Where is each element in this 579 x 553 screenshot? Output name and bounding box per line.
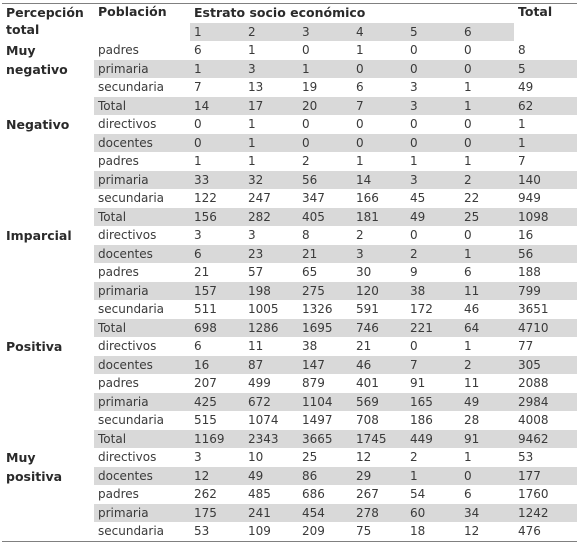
estrato-6-cell: 28 xyxy=(464,413,480,428)
estrato-4-cell: 1 xyxy=(356,154,364,169)
poblacion-cell: padres xyxy=(98,265,139,280)
estrato-5-cell: 91 xyxy=(410,376,426,391)
total-cell: 7 xyxy=(518,154,526,169)
poblacion-cell: padres xyxy=(98,376,139,391)
group-label: Negativo xyxy=(6,117,70,132)
estrato-3-cell: 20 xyxy=(298,97,352,116)
total-cell: 9462 xyxy=(514,430,577,449)
estrato-5-cell: 221 xyxy=(406,319,460,338)
estrato-5-cell: 2 xyxy=(406,245,460,264)
estrato-4-cell: 14 xyxy=(352,171,406,190)
estrato-5-cell: 172 xyxy=(410,302,433,317)
estrato-4-cell: 0 xyxy=(356,117,364,132)
estrato-5-cell: 165 xyxy=(406,393,460,412)
estrato-3-cell: 686 xyxy=(302,487,325,502)
table-row xyxy=(2,448,577,467)
estrato-6-cell: 1 xyxy=(464,80,472,95)
poblacion-cell: primaria xyxy=(94,393,190,412)
estrato-4-cell: 569 xyxy=(352,393,406,412)
estrato-2-cell: 247 xyxy=(248,191,271,206)
estrato-6-cell: 11 xyxy=(464,376,480,391)
estrato-4-cell: 29 xyxy=(352,467,406,486)
estrato-5-cell: 9 xyxy=(410,265,418,280)
group-label: Muy negativo xyxy=(6,43,68,77)
total-cell: 1 xyxy=(518,117,526,132)
estrato-4-cell: 1 xyxy=(356,43,364,58)
estrato-1-cell: 1 xyxy=(190,60,244,79)
total-cell: 62 xyxy=(514,97,577,116)
total-cell: 177 xyxy=(514,467,577,486)
estrato-1-cell: 7 xyxy=(194,80,202,95)
poblacion-cell: secundaria xyxy=(98,302,165,317)
estrato-3-cell: 19 xyxy=(302,80,318,95)
estrato-4-cell: 401 xyxy=(356,376,379,391)
total-cell: 305 xyxy=(514,356,577,375)
estrato-5-cell: 3 xyxy=(410,80,418,95)
header-percepcion: Percepción total xyxy=(2,4,94,42)
estrato-1-cell: 6 xyxy=(194,339,202,354)
estrato-3-cell: 147 xyxy=(298,356,352,375)
estrato-4-cell: 267 xyxy=(356,487,379,502)
estrato-6-cell: 25 xyxy=(460,208,514,227)
estrato-3-cell: 1326 xyxy=(302,302,333,317)
estrato-2-cell: 1005 xyxy=(248,302,279,317)
estrato-2-cell: 109 xyxy=(244,522,298,541)
poblacion-cell: secundaria xyxy=(98,413,165,428)
estrato-3-cell: 21 xyxy=(298,245,352,264)
estrato-4-cell: 3 xyxy=(352,245,406,264)
estrato-2-cell: 3 xyxy=(248,228,256,243)
estrato-label: 3 xyxy=(298,23,352,42)
total-cell: 56 xyxy=(514,245,577,264)
estrato-3-cell: 879 xyxy=(302,376,325,391)
estrato-5-cell: 0 xyxy=(410,339,418,354)
table-body xyxy=(2,41,577,541)
estrato-1-cell: 21 xyxy=(194,265,210,280)
total-cell: 53 xyxy=(518,450,534,465)
poblacion-cell: secundaria xyxy=(94,522,190,541)
estrato-4-cell: 708 xyxy=(356,413,379,428)
total-cell: 799 xyxy=(514,282,577,301)
estrato-6-cell: 6 xyxy=(464,487,472,502)
estrato-6-cell: 6 xyxy=(464,265,472,280)
estrato-1-cell: 425 xyxy=(190,393,244,412)
poblacion-cell: directivos xyxy=(98,450,157,465)
estrato-4-cell: 1745 xyxy=(352,430,406,449)
header-estrato: Estrato socio económico xyxy=(190,4,514,23)
total-cell: 2088 xyxy=(518,376,549,391)
estrato-3-cell: 3665 xyxy=(298,430,352,449)
estrato-3-cell: 8 xyxy=(302,228,310,243)
estrato-3-cell: 347 xyxy=(302,191,325,206)
total-cell: 8 xyxy=(518,43,526,58)
total-cell: 1242 xyxy=(514,504,577,523)
estrato-2-cell: 672 xyxy=(244,393,298,412)
poblacion-cell: Total xyxy=(94,97,190,116)
poblacion-cell: directivos xyxy=(98,117,157,132)
estrato-1-cell: 3 xyxy=(194,228,202,243)
estrato-5-cell: 1 xyxy=(406,467,460,486)
estrato-1-cell: 207 xyxy=(194,376,217,391)
poblacion-cell: primaria xyxy=(94,282,190,301)
poblacion-cell: docentes xyxy=(94,134,190,153)
estrato-4-cell: 21 xyxy=(356,339,372,354)
total-cell: 1 xyxy=(514,134,577,153)
group-label: Positiva xyxy=(6,339,63,354)
total-cell: 1760 xyxy=(518,487,549,502)
estrato-3-cell: 454 xyxy=(298,504,352,523)
estrato-2-cell: 1 xyxy=(248,43,256,58)
estrato-2-cell: 241 xyxy=(244,504,298,523)
estrato-label: 2 xyxy=(244,23,298,42)
total-cell: 77 xyxy=(518,339,534,354)
estrato-3-cell: 65 xyxy=(302,265,318,280)
estrato-3-cell: 1497 xyxy=(302,413,333,428)
percepcion-table xyxy=(2,3,577,542)
total-cell: 140 xyxy=(514,171,577,190)
estrato-3-cell: 25 xyxy=(302,450,318,465)
estrato-1-cell: 53 xyxy=(190,522,244,541)
estrato-4-cell: 12 xyxy=(356,450,372,465)
estrato-2-cell: 3 xyxy=(244,60,298,79)
estrato-2-cell: 87 xyxy=(244,356,298,375)
estrato-6-cell: 2 xyxy=(460,171,514,190)
estrato-4-cell: 181 xyxy=(352,208,406,227)
estrato-5-cell: 49 xyxy=(406,208,460,227)
estrato-1-cell: 14 xyxy=(190,97,244,116)
estrato-1-cell: 511 xyxy=(194,302,217,317)
estrato-1-cell: 0 xyxy=(194,117,202,132)
estrato-2-cell: 13 xyxy=(248,80,264,95)
subheader-blank xyxy=(514,23,577,42)
estrato-5-cell: 0 xyxy=(410,43,418,58)
estrato-1-cell: 262 xyxy=(194,487,217,502)
estrato-6-cell: 2 xyxy=(460,356,514,375)
estrato-1-cell: 156 xyxy=(190,208,244,227)
poblacion-cell: primaria xyxy=(94,504,190,523)
estrato-4-cell: 278 xyxy=(352,504,406,523)
poblacion-cell: padres xyxy=(98,43,139,58)
estrato-1-cell: 12 xyxy=(190,467,244,486)
estrato-6-cell: 1 xyxy=(464,450,472,465)
estrato-3-cell: 0 xyxy=(298,134,352,153)
estrato-3-cell: 0 xyxy=(302,43,310,58)
group-label: Muy positiva xyxy=(2,448,94,541)
total-cell: 4008 xyxy=(518,413,549,428)
estrato-4-cell: 30 xyxy=(356,265,372,280)
poblacion-cell: secundaria xyxy=(98,80,165,95)
header-row xyxy=(2,4,577,23)
estrato-3-cell: 0 xyxy=(302,117,310,132)
poblacion-cell: Total xyxy=(94,430,190,449)
estrato-4-cell: 6 xyxy=(356,80,364,95)
estrato-2-cell: 282 xyxy=(244,208,298,227)
estrato-4-cell: 2 xyxy=(356,228,364,243)
estrato-4-cell: 75 xyxy=(352,522,406,541)
poblacion-cell: Total xyxy=(94,208,190,227)
estrato-3-cell: 275 xyxy=(298,282,352,301)
estrato-3-cell: 1104 xyxy=(298,393,352,412)
estrato-3-cell: 209 xyxy=(298,522,352,541)
table-row xyxy=(2,41,577,60)
estrato-6-cell: 1 xyxy=(464,154,472,169)
estrato-6-cell: 0 xyxy=(460,60,514,79)
estrato-5-cell: 0 xyxy=(410,228,418,243)
estrato-2-cell: 499 xyxy=(248,376,271,391)
estrato-6-cell: 46 xyxy=(464,302,480,317)
estrato-6-cell: 12 xyxy=(460,522,514,541)
estrato-3-cell: 1 xyxy=(298,60,352,79)
estrato-2-cell: 1074 xyxy=(248,413,279,428)
poblacion-cell: docentes xyxy=(94,467,190,486)
estrato-5-cell: 449 xyxy=(406,430,460,449)
poblacion-cell: Total xyxy=(94,319,190,338)
estrato-label: 4 xyxy=(352,23,406,42)
table-row xyxy=(2,337,577,356)
estrato-4-cell: 0 xyxy=(352,134,406,153)
poblacion-cell: padres xyxy=(98,154,139,169)
estrato-4-cell: 46 xyxy=(352,356,406,375)
estrato-2-cell: 32 xyxy=(244,171,298,190)
poblacion-cell: docentes xyxy=(94,245,190,264)
total-cell: 5 xyxy=(514,60,577,79)
estrato-3-cell: 86 xyxy=(298,467,352,486)
estrato-4-cell: 166 xyxy=(356,191,379,206)
estrato-2-cell: 1286 xyxy=(244,319,298,338)
estrato-4-cell: 0 xyxy=(352,60,406,79)
estrato-2-cell: 1 xyxy=(248,154,256,169)
estrato-4-cell: 591 xyxy=(356,302,379,317)
estrato-5-cell: 0 xyxy=(406,60,460,79)
estrato-6-cell: 64 xyxy=(460,319,514,338)
estrato-4-cell: 120 xyxy=(352,282,406,301)
estrato-2-cell: 1 xyxy=(248,117,256,132)
estrato-6-cell: 0 xyxy=(464,43,472,58)
estrato-3-cell: 56 xyxy=(298,171,352,190)
poblacion-cell: primaria xyxy=(94,171,190,190)
estrato-5-cell: 0 xyxy=(406,134,460,153)
total-cell: 4710 xyxy=(514,319,577,338)
estrato-1-cell: 157 xyxy=(190,282,244,301)
estrato-6-cell: 0 xyxy=(460,134,514,153)
total-cell: 476 xyxy=(514,522,577,541)
header-total: Total xyxy=(514,4,577,23)
estrato-2-cell: 1 xyxy=(244,134,298,153)
estrato-5-cell: 3 xyxy=(406,171,460,190)
estrato-6-cell: 1 xyxy=(460,245,514,264)
poblacion-cell: docentes xyxy=(94,356,190,375)
table-row xyxy=(2,226,577,245)
estrato-6-cell: 49 xyxy=(460,393,514,412)
estrato-5-cell: 7 xyxy=(406,356,460,375)
group-label: Imparcial xyxy=(6,228,72,243)
estrato-2-cell: 10 xyxy=(248,450,264,465)
estrato-3-cell: 38 xyxy=(302,339,318,354)
estrato-3-cell: 1695 xyxy=(298,319,352,338)
estrato-5-cell: 60 xyxy=(406,504,460,523)
estrato-1-cell: 1169 xyxy=(190,430,244,449)
total-cell: 2984 xyxy=(514,393,577,412)
estrato-5-cell: 38 xyxy=(406,282,460,301)
estrato-1-cell: 33 xyxy=(190,171,244,190)
estrato-1-cell: 6 xyxy=(190,245,244,264)
total-cell: 949 xyxy=(518,191,541,206)
estrato-3-cell: 2 xyxy=(302,154,310,169)
estrato-5-cell: 18 xyxy=(406,522,460,541)
estrato-1-cell: 1 xyxy=(194,154,202,169)
estrato-6-cell: 0 xyxy=(460,467,514,486)
total-cell: 188 xyxy=(518,265,541,280)
estrato-5-cell: 2 xyxy=(410,450,418,465)
estrato-2-cell: 198 xyxy=(244,282,298,301)
total-cell: 3651 xyxy=(518,302,549,317)
estrato-5-cell: 45 xyxy=(410,191,426,206)
header-poblacion: Población xyxy=(94,4,190,23)
estrato-1-cell: 698 xyxy=(190,319,244,338)
estrato-6-cell: 91 xyxy=(460,430,514,449)
total-cell: 16 xyxy=(518,228,534,243)
estrato-6-cell: 0 xyxy=(464,117,472,132)
estrato-4-cell: 7 xyxy=(352,97,406,116)
estrato-2-cell: 23 xyxy=(244,245,298,264)
estrato-5-cell: 0 xyxy=(410,117,418,132)
estrato-2-cell: 49 xyxy=(244,467,298,486)
estrato-2-cell: 11 xyxy=(248,339,264,354)
estrato-6-cell: 1 xyxy=(464,339,472,354)
estrato-5-cell: 3 xyxy=(406,97,460,116)
poblacion-cell: primaria xyxy=(94,60,190,79)
estrato-6-cell: 0 xyxy=(464,228,472,243)
estrato-label: 6 xyxy=(460,23,514,42)
estrato-5-cell: 186 xyxy=(410,413,433,428)
estrato-1-cell: 16 xyxy=(190,356,244,375)
estrato-2-cell: 2343 xyxy=(244,430,298,449)
estrato-4-cell: 746 xyxy=(352,319,406,338)
estrato-label: 5 xyxy=(406,23,460,42)
estrato-1-cell: 6 xyxy=(194,43,202,58)
poblacion-cell: directivos xyxy=(98,339,157,354)
total-cell: 49 xyxy=(518,80,534,95)
estrato-6-cell: 22 xyxy=(464,191,480,206)
estrato-label: 1 xyxy=(190,23,244,42)
table-row xyxy=(2,115,577,134)
estrato-1-cell: 3 xyxy=(194,450,202,465)
estrato-2-cell: 485 xyxy=(248,487,271,502)
estrato-1-cell: 0 xyxy=(190,134,244,153)
table-container xyxy=(2,3,577,542)
estrato-2-cell: 17 xyxy=(244,97,298,116)
poblacion-cell: directivos xyxy=(98,228,157,243)
estrato-3-cell: 405 xyxy=(298,208,352,227)
estrato-5-cell: 1 xyxy=(410,154,418,169)
estrato-5-cell: 54 xyxy=(410,487,426,502)
estrato-1-cell: 175 xyxy=(190,504,244,523)
estrato-6-cell: 34 xyxy=(460,504,514,523)
estrato-6-cell: 11 xyxy=(460,282,514,301)
total-cell: 1098 xyxy=(514,208,577,227)
poblacion-cell: secundaria xyxy=(98,191,165,206)
estrato-6-cell: 1 xyxy=(460,97,514,116)
estrato-1-cell: 122 xyxy=(194,191,217,206)
subheader-blank xyxy=(94,23,190,42)
poblacion-cell: padres xyxy=(98,487,139,502)
estrato-2-cell: 57 xyxy=(248,265,264,280)
estrato-1-cell: 515 xyxy=(194,413,217,428)
